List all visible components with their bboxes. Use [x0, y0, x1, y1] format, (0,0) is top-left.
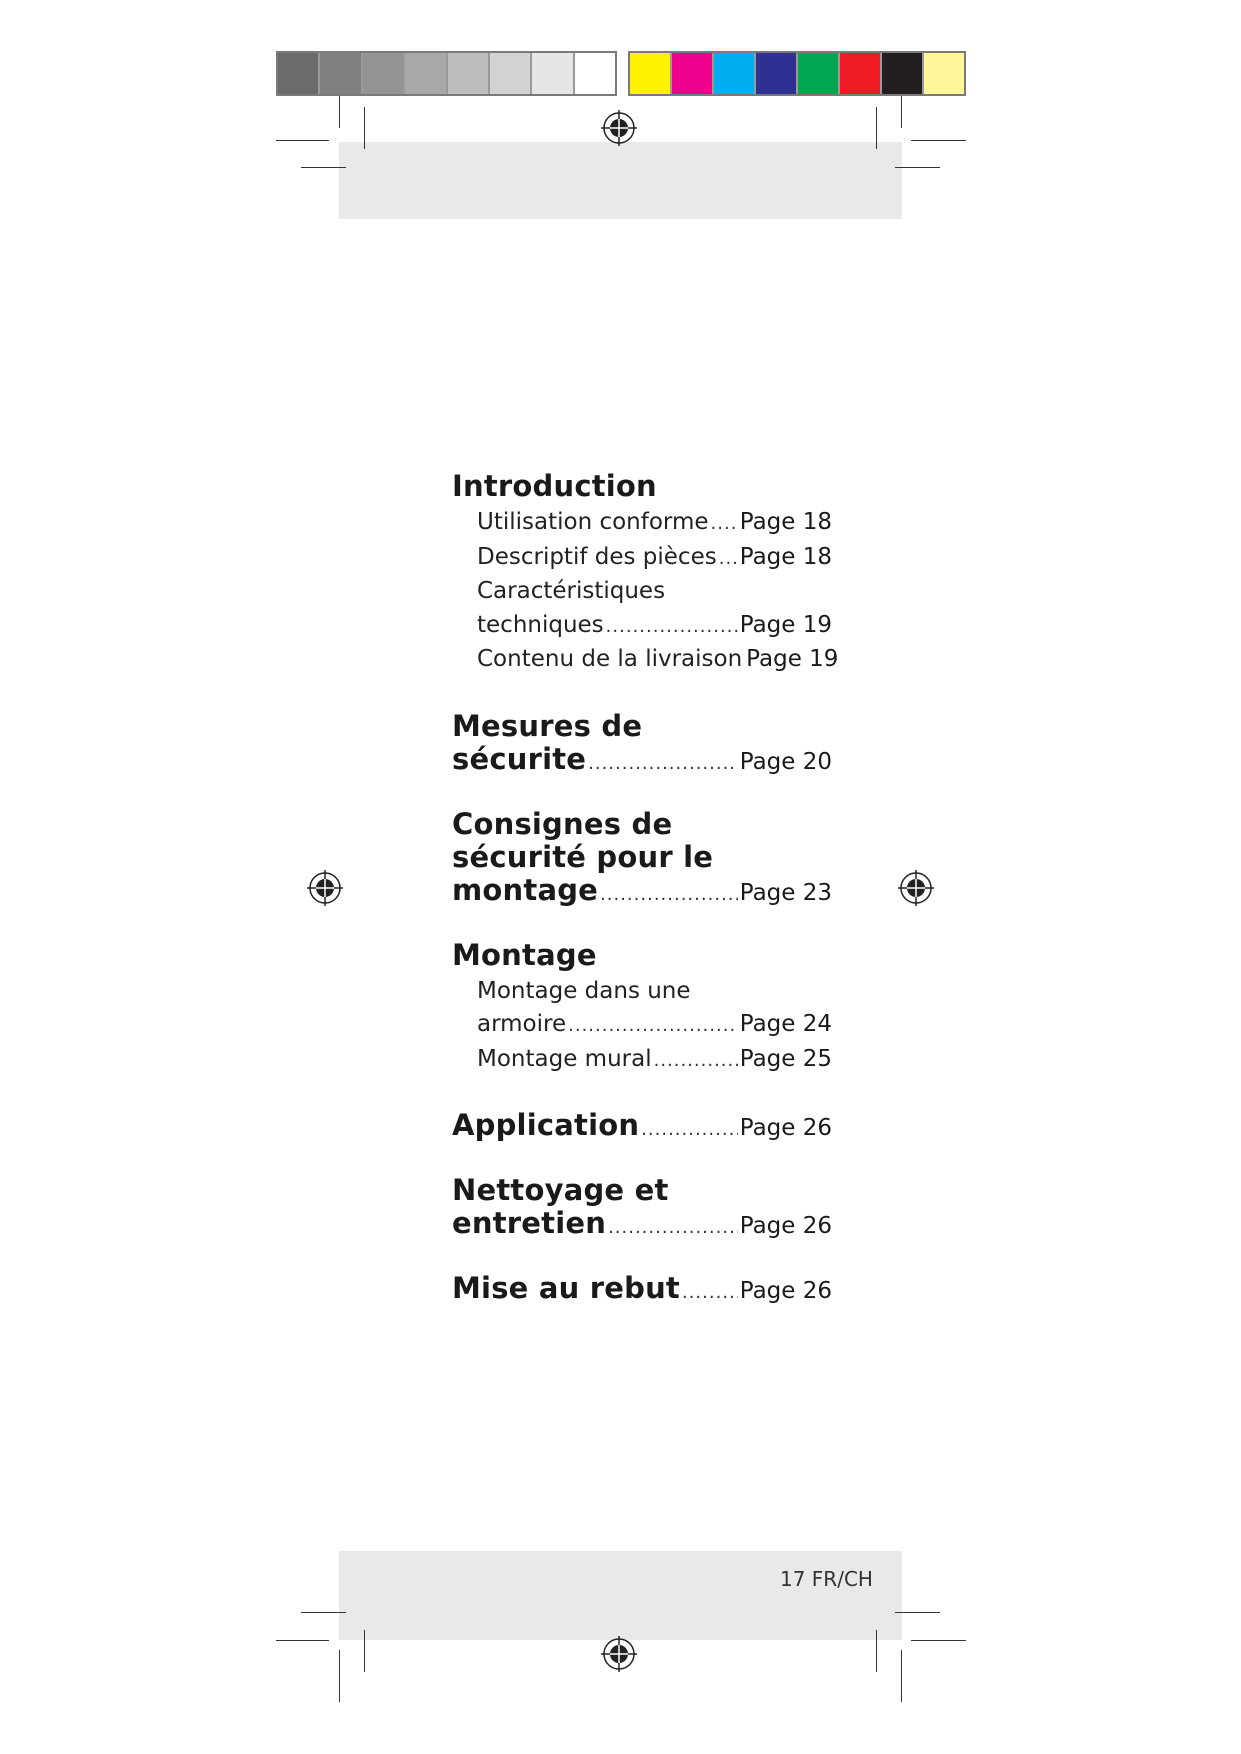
crop-mark: [895, 1612, 940, 1613]
entry-list: [452, 506, 839, 678]
toc-section-introduction: [452, 469, 839, 678]
crop-mark: [911, 140, 966, 141]
section-title-row: [452, 1109, 832, 1142]
toc-entry[interactable]: [477, 1008, 832, 1043]
section-page: Page 26: [739, 1213, 832, 1239]
entry-page: Page 24: [739, 1011, 832, 1037]
section-page: Page 26: [739, 1278, 832, 1304]
dot-leader: [568, 1009, 738, 1043]
crop-mark: [901, 1650, 902, 1702]
black-swatch: [882, 53, 924, 94]
dot-leader: [711, 507, 738, 541]
section-title: Montage: [452, 937, 597, 972]
section-title: Mise au rebut: [452, 1271, 680, 1305]
entry-label-line: Caractéristiques: [477, 578, 666, 604]
toc-section-montage: [452, 939, 832, 1078]
entry-label-line: Montage dans une: [477, 977, 691, 1004]
entry-page: Page 19: [739, 611, 832, 638]
crop-mark: [276, 1640, 329, 1641]
entry-label: Utilisation conforme: [477, 509, 709, 535]
crop-mark: [876, 1630, 877, 1672]
section-page: Page 23: [739, 879, 832, 906]
yellow-swatch: [630, 53, 672, 94]
toc-section-mesures[interactable]: [452, 710, 832, 776]
gray-swatch: [490, 53, 532, 94]
entry-label: Contenu de la livraison: [477, 646, 743, 672]
section-title: Introduction: [452, 469, 657, 503]
registration-mark-icon: [898, 870, 934, 906]
entry-label: Montage mural: [477, 1045, 652, 1072]
gray-swatch: [363, 53, 405, 94]
color-calibration-bar: [628, 51, 966, 96]
dot-leader: [719, 542, 738, 576]
registration-mark-icon: [601, 1636, 637, 1672]
dot-leader: [682, 1282, 738, 1303]
section-title-row: [452, 743, 832, 776]
dot-leader: [654, 1044, 738, 1078]
section-title: sécurite: [452, 741, 587, 776]
registration-mark-icon: [307, 870, 343, 906]
gray-swatch: [532, 53, 574, 94]
toc-section-rebut[interactable]: [452, 1272, 832, 1305]
gray-swatch: [575, 53, 615, 94]
crop-mark: [339, 96, 340, 128]
entry-list: [452, 975, 832, 1078]
grayscale-calibration-bar: [276, 51, 617, 96]
gray-swatch: [278, 53, 320, 94]
crop-mark: [901, 96, 902, 128]
toc-entry[interactable]: [477, 609, 832, 644]
crop-mark: [895, 167, 940, 168]
crop-mark: [364, 1630, 365, 1672]
crop-mark: [301, 1612, 346, 1613]
gray-swatch: [448, 53, 490, 94]
section-title: Application: [452, 1108, 640, 1142]
page-number: 17 FR/CH: [780, 1567, 873, 1591]
entry-label: armoire: [477, 1011, 567, 1037]
crop-mark: [911, 1640, 966, 1641]
entry-page: Page 18: [739, 543, 832, 570]
light-yellow-swatch: [924, 53, 964, 94]
bottom-margin-band: [339, 1551, 902, 1640]
cyan-swatch: [714, 53, 756, 94]
registration-mark-icon: [601, 110, 637, 146]
section-page: Page 26: [739, 1115, 832, 1141]
dot-leader: [600, 884, 738, 905]
top-margin-band: [339, 142, 902, 219]
crop-mark: [364, 107, 365, 149]
dot-leader: [606, 610, 738, 644]
toc-section-nettoyage[interactable]: [452, 1174, 832, 1240]
section-title: montage: [452, 872, 599, 907]
table-of-contents: [452, 469, 839, 1337]
toc-entry[interactable]: [477, 541, 832, 576]
blue-swatch: [756, 53, 798, 94]
toc-section-application[interactable]: [452, 1109, 832, 1142]
section-page: Page 20: [739, 748, 832, 775]
gray-swatch: [405, 53, 447, 94]
section-title-row: [452, 1272, 832, 1305]
toc-section-consignes[interactable]: [452, 808, 832, 907]
section-title: Consignes de: [452, 806, 673, 841]
crop-mark: [876, 107, 877, 149]
entry-page: Page 19: [746, 646, 839, 672]
crop-mark: [276, 140, 329, 141]
magenta-swatch: [672, 53, 714, 94]
toc-entry[interactable]: [477, 643, 839, 678]
toc-entry[interactable]: [477, 506, 832, 541]
crop-mark: [301, 167, 346, 168]
dot-leader: [588, 753, 738, 774]
section-title: Nettoyage et: [452, 1173, 669, 1207]
crop-mark: [339, 1650, 340, 1702]
section-title-row: [452, 1207, 832, 1240]
dot-leader: [641, 1119, 738, 1140]
red-swatch: [840, 53, 882, 94]
entry-label: techniques: [477, 611, 604, 638]
section-title: sécurité pour le: [452, 839, 714, 874]
section-title-row: [452, 874, 832, 907]
gray-swatch: [320, 53, 362, 94]
section-title: Mesures de: [452, 708, 643, 743]
dot-leader: [608, 1217, 738, 1238]
entry-page: Page 25: [739, 1045, 832, 1072]
section-title: entretien: [452, 1206, 607, 1240]
entry-label: Descriptif des pièces: [477, 543, 717, 570]
green-swatch: [798, 53, 840, 94]
toc-entry[interactable]: [477, 1043, 832, 1078]
entry-page: Page 18: [739, 509, 832, 535]
